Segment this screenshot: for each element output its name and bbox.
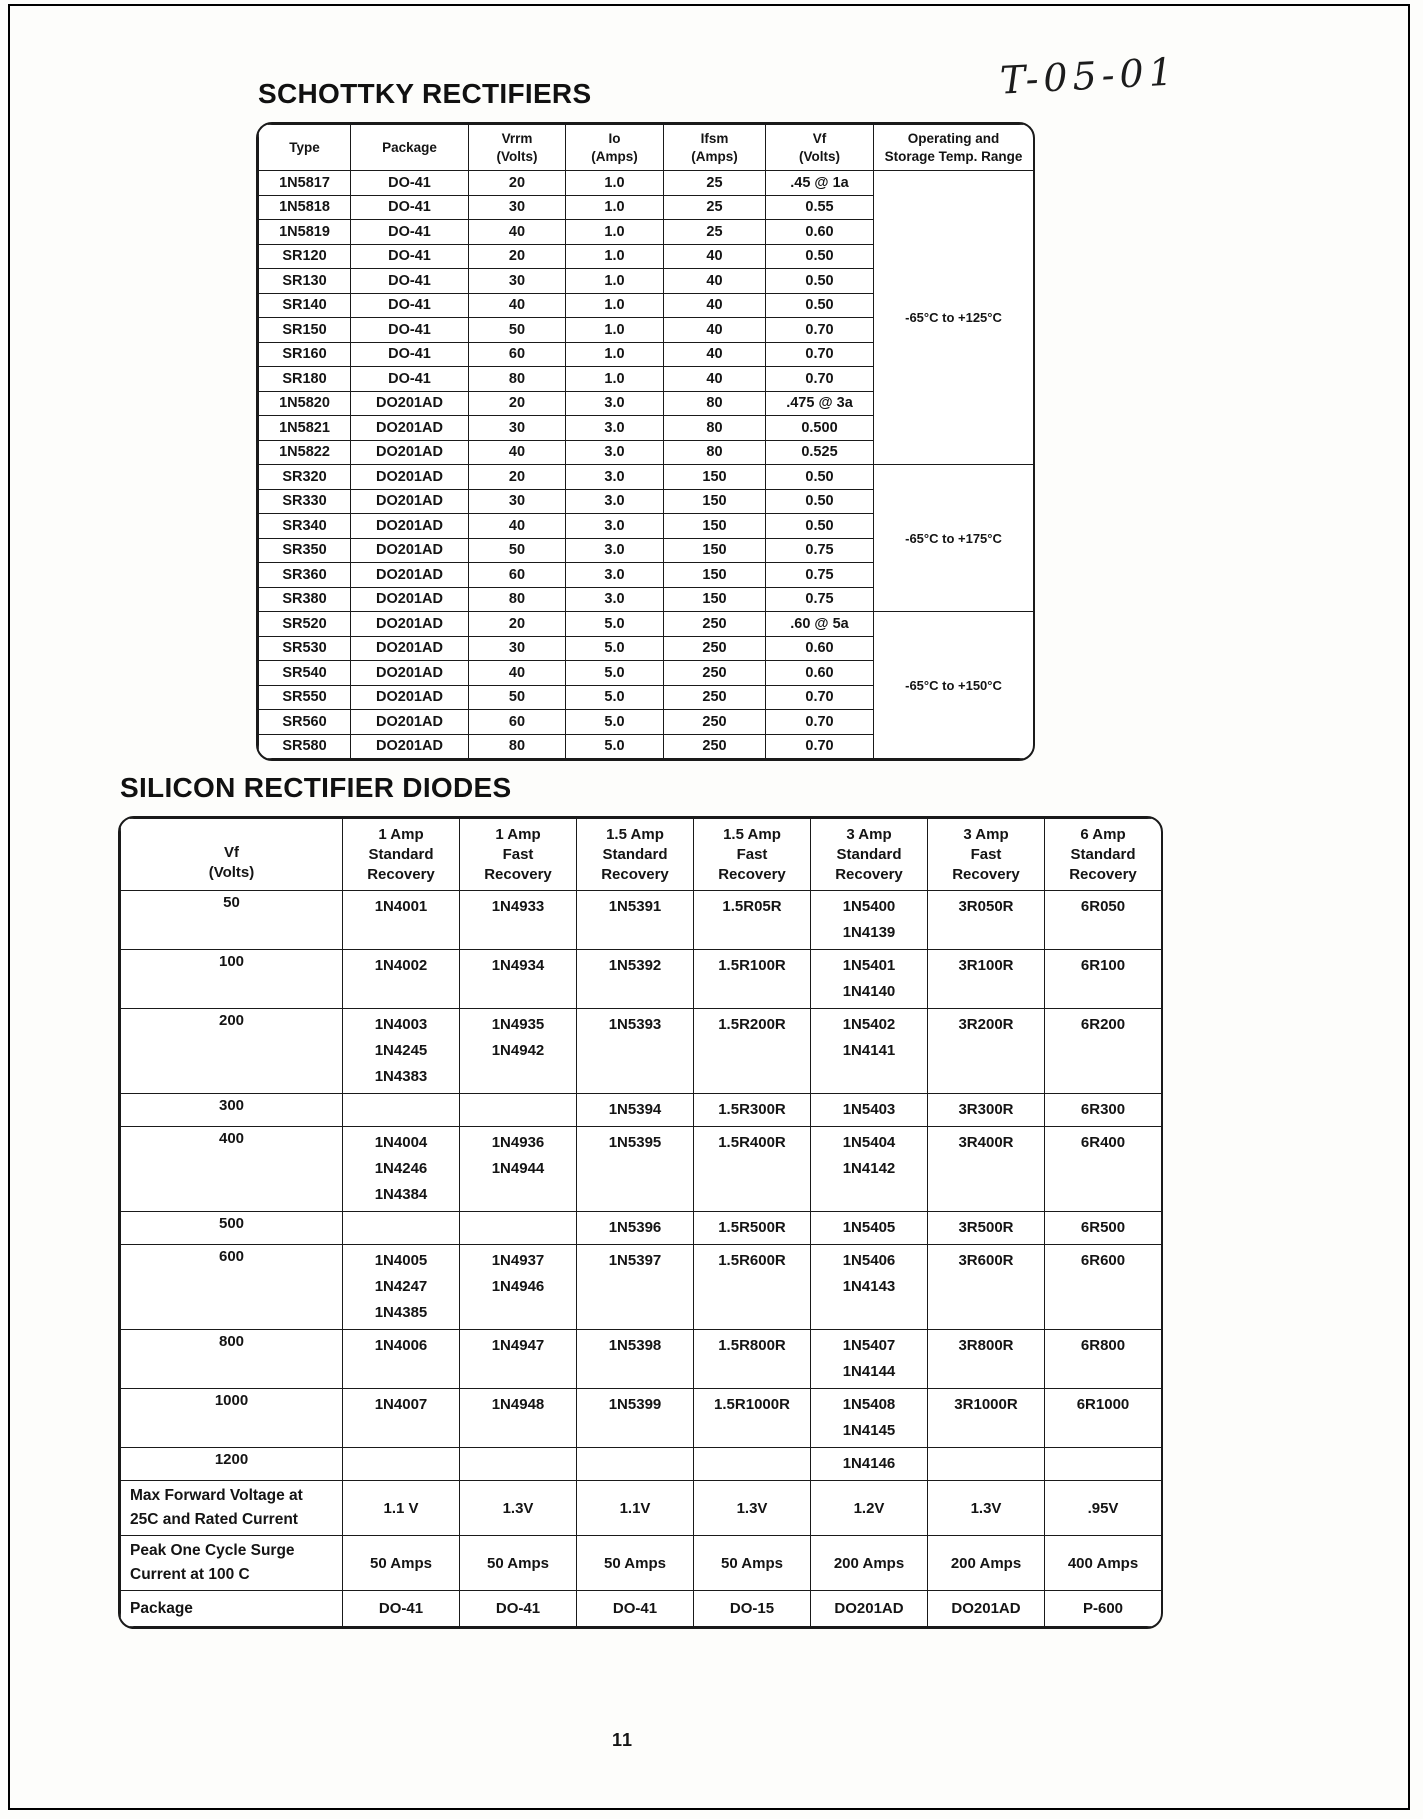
part-number-cell: 1.5R800R <box>694 1330 811 1389</box>
cell: SR140 <box>259 293 351 318</box>
vf-cell: 1000 <box>121 1389 343 1448</box>
cell: DO201AD <box>351 489 469 514</box>
part-number-cell: 1N4948 <box>460 1389 577 1448</box>
part-number-cell: 3R800R <box>928 1330 1045 1389</box>
silicon-table-grid <box>120 818 1162 1627</box>
cell: SR550 <box>259 685 351 710</box>
cell: DO201AD <box>351 538 469 563</box>
table-row <box>259 465 1034 490</box>
cell: 40 <box>664 367 766 392</box>
part-number-cell: 1N4007 <box>343 1389 460 1448</box>
cell: 80 <box>469 734 566 759</box>
cell: 0.60 <box>766 636 874 661</box>
part-number-cell: 3R600R <box>928 1245 1045 1330</box>
part-number-cell: 3R200R <box>928 1009 1045 1094</box>
value-cell: P-600 <box>1045 1591 1162 1627</box>
part-number-cell: 3R100R <box>928 950 1045 1009</box>
cell: 80 <box>664 416 766 441</box>
value-cell: 1.2V <box>811 1481 928 1536</box>
column-header: Type <box>259 125 351 171</box>
part-number-cell: 6R100 <box>1045 950 1162 1009</box>
table-row <box>121 1591 1162 1627</box>
cell: 1N5819 <box>259 220 351 245</box>
vf-cell: 1200 <box>121 1448 343 1481</box>
temp-range-cell: -65°C to +150°C <box>874 612 1034 759</box>
cell: 5.0 <box>566 685 664 710</box>
cell: DO-41 <box>351 318 469 343</box>
value-cell: 1.3V <box>694 1481 811 1536</box>
cell: 1N5818 <box>259 195 351 220</box>
cell: 40 <box>469 220 566 245</box>
cell: 30 <box>469 416 566 441</box>
part-number-cell: 3R1000R <box>928 1389 1045 1448</box>
cell: 1.0 <box>566 293 664 318</box>
cell: .45 @ 1a <box>766 171 874 196</box>
cell: 5.0 <box>566 636 664 661</box>
part-number-cell <box>460 1094 577 1127</box>
cell: 3.0 <box>566 440 664 465</box>
cell: 0.50 <box>766 293 874 318</box>
cell: DO201AD <box>351 440 469 465</box>
cell: 20 <box>469 391 566 416</box>
part-number-cell <box>343 1212 460 1245</box>
part-number-cell: 6R050 <box>1045 891 1162 950</box>
cell: SR560 <box>259 710 351 735</box>
cell: 20 <box>469 244 566 269</box>
table-row <box>121 891 1162 950</box>
cell: 250 <box>664 661 766 686</box>
cell: 40 <box>664 244 766 269</box>
cell: 1.0 <box>566 342 664 367</box>
cell: DO-41 <box>351 244 469 269</box>
cell: 150 <box>664 489 766 514</box>
cell: 20 <box>469 612 566 637</box>
value-cell: 200 Amps <box>928 1536 1045 1591</box>
part-number-cell: 1.5R1000R <box>694 1389 811 1448</box>
part-number-cell <box>343 1448 460 1481</box>
value-cell: DO-41 <box>577 1591 694 1627</box>
cell: 1N5820 <box>259 391 351 416</box>
cell: 0.50 <box>766 489 874 514</box>
cell: .60 @ 5a <box>766 612 874 637</box>
part-number-cell: 1N5406 1N4143 <box>811 1245 928 1330</box>
cell: 0.50 <box>766 514 874 539</box>
vf-cell: 500 <box>121 1212 343 1245</box>
cell: DO201AD <box>351 636 469 661</box>
cell: 1N5821 <box>259 416 351 441</box>
value-cell: DO201AD <box>928 1591 1045 1627</box>
cell: 0.55 <box>766 195 874 220</box>
cell: 1.0 <box>566 195 664 220</box>
table-row <box>259 171 1034 196</box>
part-number-cell: 1N5402 1N4141 <box>811 1009 928 1094</box>
column-header: 1 Amp Standard Recovery <box>343 819 460 891</box>
temp-range-cell: -65°C to +175°C <box>874 465 1034 612</box>
part-number-cell: 1.5R200R <box>694 1009 811 1094</box>
cell: 40 <box>469 661 566 686</box>
cell: 150 <box>664 563 766 588</box>
part-number-cell <box>928 1448 1045 1481</box>
cell: 80 <box>664 391 766 416</box>
cell: 5.0 <box>566 710 664 735</box>
cell: 60 <box>469 342 566 367</box>
cell: 30 <box>469 195 566 220</box>
column-header: Ifsm (Amps) <box>664 125 766 171</box>
column-header: 1.5 Amp Standard Recovery <box>577 819 694 891</box>
cell: DO201AD <box>351 661 469 686</box>
part-number-cell: 1N4005 1N4247 1N4385 <box>343 1245 460 1330</box>
cell: 5.0 <box>566 734 664 759</box>
silicon-table-body <box>121 891 1162 1627</box>
cell: 40 <box>469 440 566 465</box>
column-header: Vf (Volts) <box>766 125 874 171</box>
cell: 0.75 <box>766 563 874 588</box>
table-row <box>121 1330 1162 1389</box>
part-number-cell: 1N5408 1N4145 <box>811 1389 928 1448</box>
cell: 250 <box>664 685 766 710</box>
table-row <box>259 612 1034 637</box>
part-number-cell: 1N5401 1N4140 <box>811 950 928 1009</box>
cell: 40 <box>664 269 766 294</box>
cell: 150 <box>664 587 766 612</box>
part-number-cell: 1N4935 1N4942 <box>460 1009 577 1094</box>
part-number-cell: 6R800 <box>1045 1330 1162 1389</box>
schottky-table <box>256 122 1035 761</box>
silicon-header-row <box>121 819 1162 891</box>
part-number-cell: 1N5398 <box>577 1330 694 1389</box>
column-header: 1 Amp Fast Recovery <box>460 819 577 891</box>
cell: 0.70 <box>766 342 874 367</box>
part-number-cell: 6R600 <box>1045 1245 1162 1330</box>
cell: 50 <box>469 538 566 563</box>
value-cell: DO-15 <box>694 1591 811 1627</box>
column-header: Package <box>351 125 469 171</box>
table-row <box>121 1448 1162 1481</box>
part-number-cell: 6R1000 <box>1045 1389 1162 1448</box>
cell: DO201AD <box>351 391 469 416</box>
cell: 0.50 <box>766 269 874 294</box>
cell: .475 @ 3a <box>766 391 874 416</box>
part-number-cell: 3R050R <box>928 891 1045 950</box>
table-row <box>121 1009 1162 1094</box>
schottky-table-grid <box>258 124 1034 759</box>
cell: 5.0 <box>566 612 664 637</box>
value-cell: 50 Amps <box>460 1536 577 1591</box>
part-number-cell: 1.5R05R <box>694 891 811 950</box>
schottky-title: SCHOTTKY RECTIFIERS <box>258 78 592 109</box>
value-cell: .95V <box>1045 1481 1162 1536</box>
column-header: 1.5 Amp Fast Recovery <box>694 819 811 891</box>
cell: 1.0 <box>566 318 664 343</box>
cell: 80 <box>469 587 566 612</box>
part-number-cell: 6R500 <box>1045 1212 1162 1245</box>
vf-cell: 100 <box>121 950 343 1009</box>
value-cell: DO201AD <box>811 1591 928 1627</box>
value-cell: DO-41 <box>343 1591 460 1627</box>
vf-cell: 50 <box>121 891 343 950</box>
column-header: 3 Amp Standard Recovery <box>811 819 928 891</box>
part-number-cell: 1N5392 <box>577 950 694 1009</box>
cell: 0.70 <box>766 710 874 735</box>
part-number-cell: 1N4947 <box>460 1330 577 1389</box>
cell: DO201AD <box>351 465 469 490</box>
cell: 1.0 <box>566 269 664 294</box>
part-number-cell: 1.5R300R <box>694 1094 811 1127</box>
cell: 250 <box>664 710 766 735</box>
cell: DO-41 <box>351 293 469 318</box>
cell: 20 <box>469 171 566 196</box>
cell: 1.0 <box>566 367 664 392</box>
part-number-cell: 1N4937 1N4946 <box>460 1245 577 1330</box>
part-number-cell: 1N4003 1N4245 1N4383 <box>343 1009 460 1094</box>
value-cell: DO-41 <box>460 1591 577 1627</box>
part-number-cell <box>460 1212 577 1245</box>
part-number-cell: 1N4004 1N4246 1N4384 <box>343 1127 460 1212</box>
cell: 0.70 <box>766 734 874 759</box>
part-number-cell: 1N4001 <box>343 891 460 950</box>
cell: DO201AD <box>351 563 469 588</box>
cell: DO201AD <box>351 710 469 735</box>
cell: DO201AD <box>351 685 469 710</box>
part-number-cell: 1N5404 1N4142 <box>811 1127 928 1212</box>
cell: 25 <box>664 220 766 245</box>
part-number-cell: 3R300R <box>928 1094 1045 1127</box>
cell: 3.0 <box>566 391 664 416</box>
cell: 3.0 <box>566 514 664 539</box>
cell: 3.0 <box>566 587 664 612</box>
cell: 40 <box>664 342 766 367</box>
cell: DO-41 <box>351 342 469 367</box>
cell: SR520 <box>259 612 351 637</box>
cell: SR180 <box>259 367 351 392</box>
value-cell: 50 Amps <box>577 1536 694 1591</box>
cell: 3.0 <box>566 416 664 441</box>
schottky-section <box>256 78 1035 761</box>
cell: 0.60 <box>766 220 874 245</box>
schottky-header-row <box>259 125 1034 171</box>
cell: 1.0 <box>566 220 664 245</box>
value-cell: 1.1 V <box>343 1481 460 1536</box>
cell: DO-41 <box>351 367 469 392</box>
cell: 0.50 <box>766 465 874 490</box>
cell: 3.0 <box>566 489 664 514</box>
value-cell: 50 Amps <box>343 1536 460 1591</box>
part-number-cell: 3R500R <box>928 1212 1045 1245</box>
vf-column-header: Vf (Volts) <box>121 819 343 891</box>
cell: 0.75 <box>766 538 874 563</box>
cell: SR320 <box>259 465 351 490</box>
part-number-cell: 6R400 <box>1045 1127 1162 1212</box>
part-number-cell: 1N4934 <box>460 950 577 1009</box>
table-row <box>121 1127 1162 1212</box>
part-number-cell: 1N4933 <box>460 891 577 950</box>
cell: DO201AD <box>351 514 469 539</box>
table-row <box>121 1389 1162 1448</box>
cell: SR160 <box>259 342 351 367</box>
part-number-cell: 6R200 <box>1045 1009 1162 1094</box>
row-label: Package <box>121 1591 343 1627</box>
part-number-cell: 3R400R <box>928 1127 1045 1212</box>
value-cell: 1.3V <box>928 1481 1045 1536</box>
value-cell: 1.3V <box>460 1481 577 1536</box>
vf-cell: 300 <box>121 1094 343 1127</box>
vf-cell: 600 <box>121 1245 343 1330</box>
silicon-section <box>118 772 1163 1629</box>
cell: SR120 <box>259 244 351 269</box>
cell: DO-41 <box>351 220 469 245</box>
value-cell: 200 Amps <box>811 1536 928 1591</box>
part-number-cell <box>343 1094 460 1127</box>
part-number-cell: 1N4006 <box>343 1330 460 1389</box>
row-label: Peak One Cycle Surge Current at 100 C <box>121 1536 343 1591</box>
table-row <box>121 1245 1162 1330</box>
part-number-cell: 1N5403 <box>811 1094 928 1127</box>
cell: 0.60 <box>766 661 874 686</box>
cell: 40 <box>664 293 766 318</box>
part-number-cell: 1N5405 <box>811 1212 928 1245</box>
cell: 1N5817 <box>259 171 351 196</box>
cell: DO201AD <box>351 587 469 612</box>
cell: DO-41 <box>351 195 469 220</box>
cell: 30 <box>469 269 566 294</box>
cell: 0.50 <box>766 244 874 269</box>
cell: 0.500 <box>766 416 874 441</box>
value-cell: 400 Amps <box>1045 1536 1162 1591</box>
table-row <box>121 950 1162 1009</box>
cell: SR340 <box>259 514 351 539</box>
part-number-cell: 1N4002 <box>343 950 460 1009</box>
table-row <box>121 1481 1162 1536</box>
column-header: Operating and Storage Temp. Range <box>874 125 1034 171</box>
part-number-cell <box>460 1448 577 1481</box>
table-row <box>121 1094 1162 1127</box>
part-number-cell: 1.5R600R <box>694 1245 811 1330</box>
value-cell: 1.1V <box>577 1481 694 1536</box>
cell: 1.0 <box>566 244 664 269</box>
part-number-cell: 1N5396 <box>577 1212 694 1245</box>
row-label: Max Forward Voltage at 25C and Rated Current <box>121 1481 343 1536</box>
cell: 25 <box>664 171 766 196</box>
part-number-cell: 1N5394 <box>577 1094 694 1127</box>
vf-cell: 400 <box>121 1127 343 1212</box>
cell: 25 <box>664 195 766 220</box>
cell: 0.75 <box>766 587 874 612</box>
cell: DO-41 <box>351 171 469 196</box>
part-number-cell: 1N5393 <box>577 1009 694 1094</box>
cell: SR150 <box>259 318 351 343</box>
table-row <box>121 1536 1162 1591</box>
cell: SR330 <box>259 489 351 514</box>
cell: 1.0 <box>566 171 664 196</box>
cell: 5.0 <box>566 661 664 686</box>
cell: 3.0 <box>566 538 664 563</box>
cell: 40 <box>664 318 766 343</box>
schottky-table-body <box>259 171 1034 759</box>
part-number-cell: 6R300 <box>1045 1094 1162 1127</box>
cell: 40 <box>469 293 566 318</box>
silicon-title: SILICON RECTIFIER DIODES <box>120 772 512 803</box>
cell: 60 <box>469 563 566 588</box>
part-number-cell <box>577 1448 694 1481</box>
cell: SR580 <box>259 734 351 759</box>
cell: SR540 <box>259 661 351 686</box>
cell: SR380 <box>259 587 351 612</box>
column-header: Io (Amps) <box>566 125 664 171</box>
cell: 80 <box>469 367 566 392</box>
silicon-table <box>118 816 1163 1629</box>
part-number-cell: 1.5R100R <box>694 950 811 1009</box>
cell: DO201AD <box>351 734 469 759</box>
cell: DO201AD <box>351 612 469 637</box>
value-cell: 50 Amps <box>694 1536 811 1591</box>
cell: 0.70 <box>766 685 874 710</box>
cell: 0.70 <box>766 318 874 343</box>
cell: DO201AD <box>351 416 469 441</box>
temp-range-cell: -65°C to +125°C <box>874 171 1034 465</box>
part-number-cell: 1N5391 <box>577 891 694 950</box>
page-number: 11 <box>611 1730 634 1750</box>
part-number-cell: 1N5397 <box>577 1245 694 1330</box>
cell: 50 <box>469 685 566 710</box>
part-number-cell: 1N5395 <box>577 1127 694 1212</box>
cell: 150 <box>664 538 766 563</box>
vf-cell: 200 <box>121 1009 343 1094</box>
column-header: Vrrm (Volts) <box>469 125 566 171</box>
part-number-cell: 1N5399 <box>577 1389 694 1448</box>
column-header: 3 Amp Fast Recovery <box>928 819 1045 891</box>
vf-cell: 800 <box>121 1330 343 1389</box>
cell: 0.70 <box>766 367 874 392</box>
cell: 3.0 <box>566 465 664 490</box>
cell: 40 <box>469 514 566 539</box>
cell: 0.525 <box>766 440 874 465</box>
part-number-cell: 1N5407 1N4144 <box>811 1330 928 1389</box>
cell: DO-41 <box>351 269 469 294</box>
table-row <box>121 1212 1162 1245</box>
cell: 50 <box>469 318 566 343</box>
part-number-cell: 1.5R500R <box>694 1212 811 1245</box>
part-number-cell: 1N4936 1N4944 <box>460 1127 577 1212</box>
cell: 80 <box>664 440 766 465</box>
handwritten-note: T-05-01 <box>998 49 1179 103</box>
cell: SR360 <box>259 563 351 588</box>
cell: 20 <box>469 465 566 490</box>
cell: 3.0 <box>566 563 664 588</box>
part-number-cell <box>694 1448 811 1481</box>
cell: 1N5822 <box>259 440 351 465</box>
part-number-cell <box>1045 1448 1162 1481</box>
part-number-cell: 1.5R400R <box>694 1127 811 1212</box>
cell: 60 <box>469 710 566 735</box>
cell: 30 <box>469 636 566 661</box>
cell: SR130 <box>259 269 351 294</box>
cell: SR350 <box>259 538 351 563</box>
column-header: 6 Amp Standard Recovery <box>1045 819 1162 891</box>
cell: SR530 <box>259 636 351 661</box>
part-number-cell: 1N4146 <box>811 1448 928 1481</box>
cell: 30 <box>469 489 566 514</box>
cell: 250 <box>664 636 766 661</box>
cell: 150 <box>664 465 766 490</box>
part-number-cell: 1N5400 1N4139 <box>811 891 928 950</box>
cell: 250 <box>664 734 766 759</box>
cell: 150 <box>664 514 766 539</box>
cell: 250 <box>664 612 766 637</box>
